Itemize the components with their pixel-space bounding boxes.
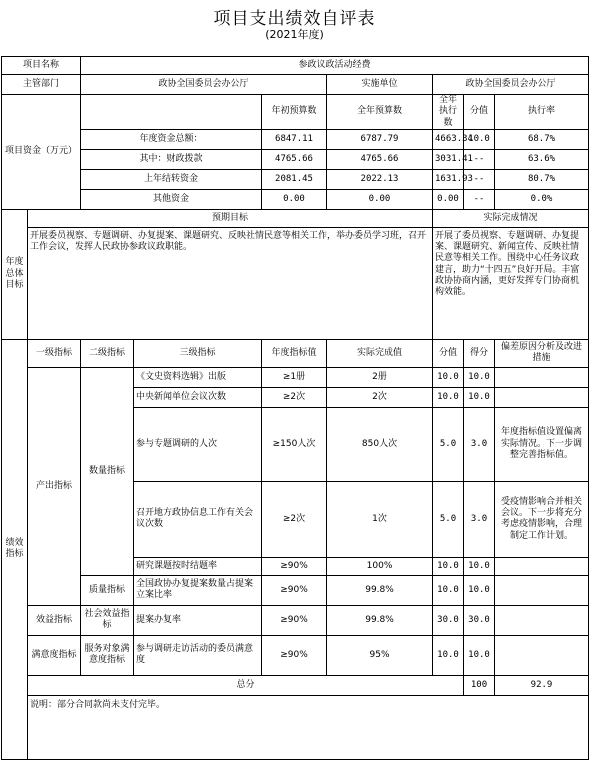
indicator-target: ≥2次 bbox=[262, 387, 327, 407]
funds-rate: 68.7% bbox=[495, 129, 589, 149]
level2-service: 服务对象满意度指标 bbox=[81, 635, 134, 675]
indicator-weight: 10.0 bbox=[433, 635, 464, 675]
funds-annual: 0.00 bbox=[327, 189, 433, 209]
funds-initial: 2081.45 bbox=[262, 169, 327, 189]
indicator-name: 提案办复率 bbox=[134, 605, 262, 635]
indicator-target: ≥150人次 bbox=[262, 407, 327, 481]
indicator-name: 研究课题按时结题率 bbox=[134, 557, 262, 575]
funds-weight: -- bbox=[464, 189, 495, 209]
funds-weight: 10.0 bbox=[464, 129, 495, 149]
funds-initial: 4765.66 bbox=[262, 149, 327, 169]
indicator-score: 10.0 bbox=[464, 635, 495, 675]
indicator-target: ≥90% bbox=[262, 557, 327, 575]
project-name: 参政议政活动经费 bbox=[81, 57, 589, 75]
indicator-score: 3.0 bbox=[464, 481, 495, 557]
funds-annual: 4765.66 bbox=[327, 149, 433, 169]
indicator-target: ≥90% bbox=[262, 635, 327, 675]
indicators-label: 绩效指标 bbox=[2, 339, 28, 759]
indicator-name: 《文史资料选辑》出版 bbox=[134, 367, 262, 387]
funds-header-executed: 全年执行数 bbox=[433, 95, 464, 130]
level1-benefit: 效益指标 bbox=[28, 605, 81, 635]
level2-quality: 质量指标 bbox=[81, 575, 134, 605]
indicator-actual: 850人次 bbox=[327, 407, 433, 481]
indicator-name: 参与专题调研的人次 bbox=[134, 407, 262, 481]
indicator-score: 3.0 bbox=[464, 407, 495, 481]
funds-header-initial: 年初预算数 bbox=[262, 95, 327, 130]
indicator-actual: 2次 bbox=[327, 387, 433, 407]
project-name-label: 项目名称 bbox=[2, 57, 81, 75]
page-title: 项目支出绩效自评表 bbox=[213, 9, 376, 29]
funds-annual: 2022.13 bbox=[327, 169, 433, 189]
indicator-actual: 1次 bbox=[327, 481, 433, 557]
indicator-weight: 30.0 bbox=[433, 605, 464, 635]
ind-header-level3: 三级指标 bbox=[134, 339, 262, 367]
ind-header-deviation: 偏差原因分析及改进措施 bbox=[495, 339, 589, 367]
year-subtitle: (2021年度) bbox=[265, 28, 324, 41]
funds-rate: 63.6% bbox=[495, 149, 589, 169]
level2-social: 社会效益指标 bbox=[81, 605, 134, 635]
indicator-note bbox=[495, 575, 589, 605]
ind-header-level1: 一级指标 bbox=[28, 339, 81, 367]
indicator-target: ≥2次 bbox=[262, 481, 327, 557]
goals-actual-header: 实际完成情况 bbox=[433, 209, 589, 227]
funds-weight: -- bbox=[464, 149, 495, 169]
indicator-note bbox=[495, 387, 589, 407]
indicator-actual: 99.8% bbox=[327, 575, 433, 605]
indicator-score: 10.0 bbox=[464, 557, 495, 575]
indicator-weight: 5.0 bbox=[433, 481, 464, 557]
indicator-note: 年度指标值设置偏离实际情况。下一步调整完善指标值。 bbox=[495, 407, 589, 481]
funds-annual: 6787.79 bbox=[327, 129, 433, 149]
indicator-actual: 100% bbox=[327, 557, 433, 575]
funds-initial: 6847.11 bbox=[262, 129, 327, 149]
footnote: 说明：部分合同款尚未支付完毕。 bbox=[28, 695, 589, 759]
indicator-target: ≥1册 bbox=[262, 367, 327, 387]
funds-rate: 80.7% bbox=[495, 169, 589, 189]
dept-value: 政协全国委员会办公厅 bbox=[81, 75, 327, 95]
indicator-name: 全国政协办复提案数量占提案立案比率 bbox=[134, 575, 262, 605]
total-weight: 100 bbox=[464, 675, 495, 695]
indicator-score: 30.0 bbox=[464, 605, 495, 635]
goals-actual-text: 开展了委员视察、专题调研、办复提案、课题研究、新闻宣传、反映社情民意等相关工作。围绕中心任务议政建言，助力“十四五”良好开局。丰富政协协商内涵，更好发挥专门协商机构效能。 bbox=[433, 227, 589, 339]
indicator-target: ≥90% bbox=[262, 575, 327, 605]
funds-header-annual: 全年预算数 bbox=[327, 95, 433, 130]
ind-header-target: 年度指标值 bbox=[262, 339, 327, 367]
indicator-score: 10.0 bbox=[464, 387, 495, 407]
funds-header-rate: 执行率 bbox=[495, 95, 589, 130]
indicator-name: 召开地方政协信息工作有关会议次数 bbox=[134, 481, 262, 557]
indicator-weight: 10.0 bbox=[433, 557, 464, 575]
indicator-weight: 10.0 bbox=[433, 575, 464, 605]
indicator-actual: 99.8% bbox=[327, 605, 433, 635]
unit-value: 政协全国委员会办公厅 bbox=[433, 75, 589, 95]
indicator-actual: 2册 bbox=[327, 367, 433, 387]
ind-header-score: 得分 bbox=[464, 339, 495, 367]
indicator-score: 10.0 bbox=[464, 367, 495, 387]
indicator-name: 参与调研走访活动的委员满意度 bbox=[134, 635, 262, 675]
indicator-actual: 95% bbox=[327, 635, 433, 675]
ind-header-actual: 实际完成值 bbox=[327, 339, 433, 367]
indicator-target: ≥90% bbox=[262, 605, 327, 635]
funds-header-weight: 分值 bbox=[464, 95, 495, 130]
funds-rate: 0.0% bbox=[495, 189, 589, 209]
level1-satisfaction: 满意度指标 bbox=[28, 635, 81, 675]
ind-header-level2: 二级指标 bbox=[81, 339, 134, 367]
indicator-score: 10.0 bbox=[464, 575, 495, 605]
funds-executed: 4663.34 bbox=[433, 129, 464, 149]
unit-label: 实施单位 bbox=[327, 75, 433, 95]
funds-weight: -- bbox=[464, 169, 495, 189]
indicator-note bbox=[495, 557, 589, 575]
funds-initial: 0.00 bbox=[262, 189, 327, 209]
ind-header-weight: 分值 bbox=[433, 339, 464, 367]
funds-header-blank bbox=[81, 95, 262, 130]
goals-label: 年度总体目标 bbox=[2, 209, 28, 339]
indicator-note bbox=[495, 367, 589, 387]
indicator-weight: 5.0 bbox=[433, 407, 464, 481]
funds-executed: 1631.93 bbox=[433, 169, 464, 189]
funds-row-label: 其中：财政拨款 bbox=[81, 149, 262, 169]
level2-quantity: 数量指标 bbox=[81, 367, 134, 575]
funds-executed: 3031.41 bbox=[433, 149, 464, 169]
indicator-name: 中央新闻单位会议次数 bbox=[134, 387, 262, 407]
indicator-note: 受疫情影响合并相关会议。下一步将充分考虑疫情影响，合理制定工作计划。 bbox=[495, 481, 589, 557]
level1-output: 产出指标 bbox=[28, 367, 81, 605]
indicator-weight: 10.0 bbox=[433, 367, 464, 387]
indicator-note bbox=[495, 635, 589, 675]
total-label: 总分 bbox=[28, 675, 464, 695]
goals-expected-text: 开展委员视察、专题调研、办复提案、课题研究、反映社情民意等相关工作，举办委员学习班，召开工作会议，发挥人民政协参政议政职能。 bbox=[28, 227, 433, 339]
indicator-note bbox=[495, 605, 589, 635]
indicator-weight: 10.0 bbox=[433, 387, 464, 407]
goals-expected-header: 预期目标 bbox=[28, 209, 433, 227]
dept-label: 主管部门 bbox=[2, 75, 81, 95]
funds-row-label: 上年结转资金 bbox=[81, 169, 262, 189]
performance-table bbox=[1, 56, 589, 760]
funds-row-label: 年度资金总额： bbox=[81, 129, 262, 149]
funds-executed: 0.00 bbox=[433, 189, 464, 209]
total-score: 92.9 bbox=[495, 675, 589, 695]
funds-row-label: 其他资金 bbox=[81, 189, 262, 209]
funds-label: 项目资金（万元） bbox=[2, 95, 81, 210]
